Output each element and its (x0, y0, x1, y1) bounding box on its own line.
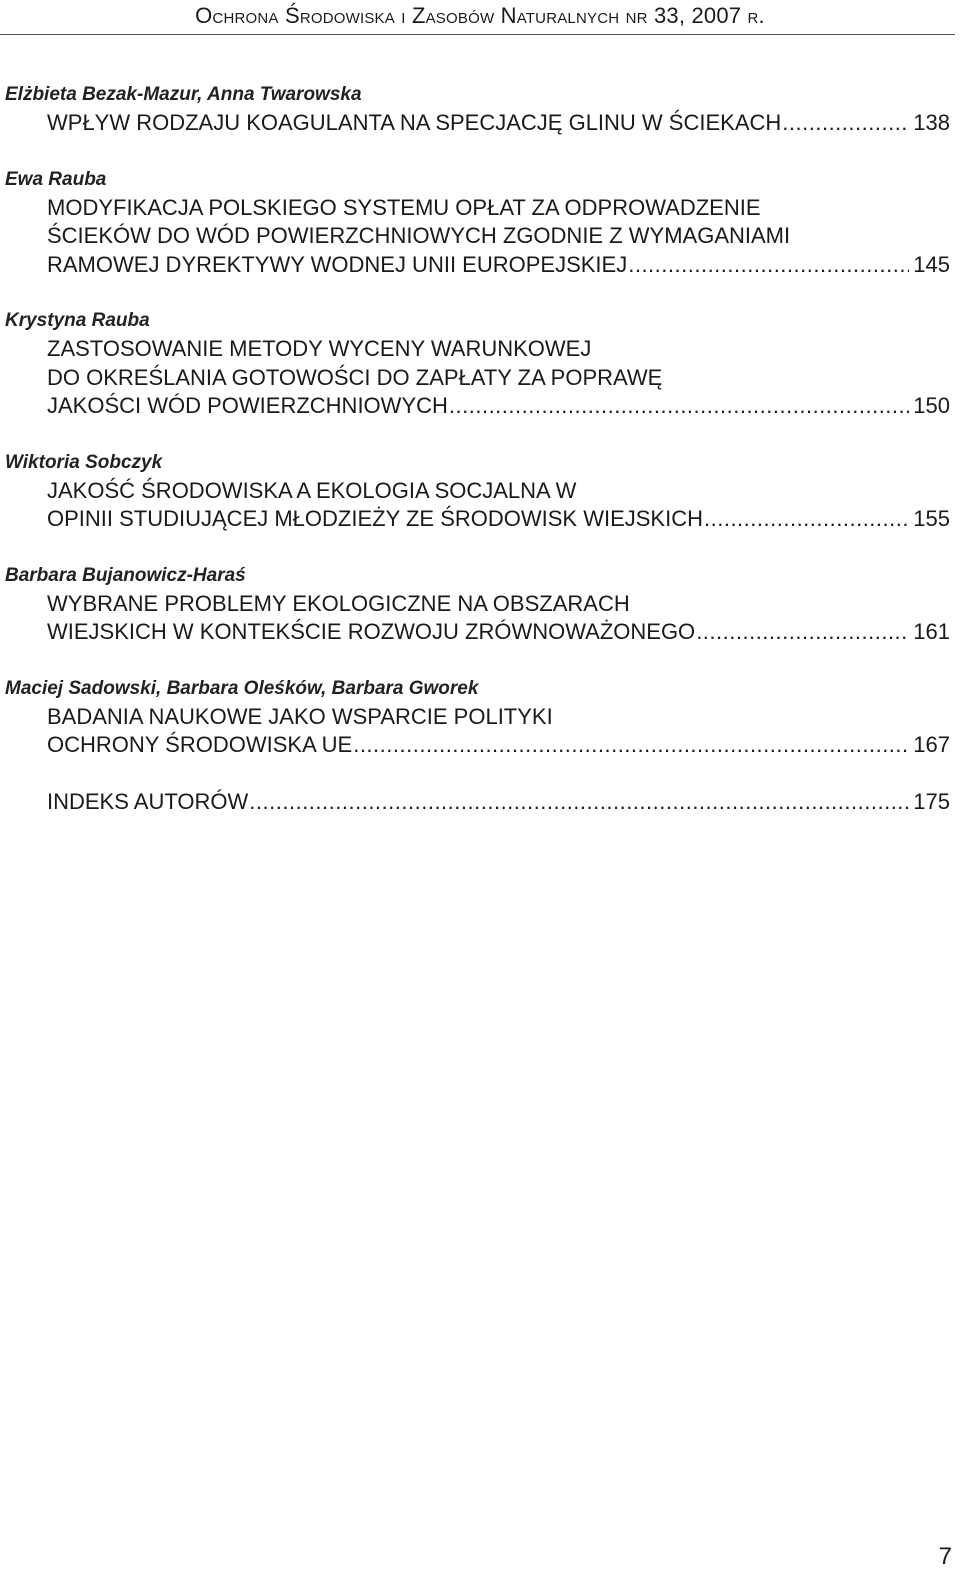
entry-title-text: JAKOŚCI WÓD POWIERZCHNIOWYCH (47, 393, 448, 418)
entry-title-line (5, 109, 950, 138)
entry-author: Barbara Bujanowicz-Haraś (5, 564, 246, 586)
toc-entry-index[interactable] (5, 788, 950, 817)
dot-leader (353, 731, 909, 760)
page-number: 7 (938, 1543, 952, 1570)
entry-title-line: MODYFIKACJA POLSKIEGO SYSTEMU OPŁAT ZA ODPROWADZENIE (47, 194, 761, 220)
dot-leader (696, 618, 909, 647)
entry-author: Maciej Sadowski, Barbara Oleśków, Barbara Gworek (5, 677, 479, 699)
entry-author: Wiktoria Sobczyk (5, 451, 163, 473)
entry-title-line: ZASTOSOWANIE METODY WYCENY WARUNKOWEJ (47, 336, 592, 361)
entry-author: Krystyna Rauba (5, 310, 150, 331)
entry-title-line: BADANIA NAUKOWE JAKO WSPARCIE POLITYKI (47, 703, 553, 729)
entry-title-text: OPINII STUDIUJĄCEJ MŁODZIEŻY ZE ŚRODOWISK WIEJSKICH (47, 506, 703, 531)
entry-page-number: 155 (913, 506, 950, 531)
entry-title-text: OCHRONY ŚRODOWISKA UE (47, 732, 353, 757)
entry-title-line (5, 505, 950, 534)
entry-page-number: 175 (913, 788, 950, 814)
dot-leader (628, 251, 909, 280)
toc-entry[interactable] (5, 166, 950, 280)
entry-title-text: WIEJSKICH W KONTEKŚCIE ROZWOJU ZRÓWNOWAŻONEGO (47, 619, 696, 644)
toc-entry[interactable] (5, 307, 950, 421)
entry-author: Ewa Rauba (5, 168, 107, 190)
table-of-contents (5, 81, 950, 844)
entry-page-number: 138 (913, 110, 950, 135)
entry-page-number: 167 (913, 732, 950, 757)
entry-page-number: 161 (913, 619, 950, 644)
entry-author: Elżbieta Bezak-Mazur, Anna Twarowska (5, 84, 362, 105)
entry-title-line (5, 731, 950, 760)
dot-leader (782, 109, 909, 138)
entry-title-line (5, 392, 950, 421)
entry-page-number: 145 (913, 251, 950, 277)
entry-title-text: WPŁYW RODZAJU KOAGULANTA NA SPECJACJĘ GLINU W ŚCIEKACH (47, 110, 782, 135)
header-divider (0, 34, 955, 35)
index-label: INDEKS AUTORÓW (47, 788, 249, 814)
toc-entry[interactable] (5, 675, 950, 760)
dot-leader (704, 505, 909, 534)
entry-title-line: ŚCIEKÓW DO WÓD POWIERZCHNIOWYCH ZGODNIE Z WYMAGANIAMI (47, 223, 791, 248)
running-header: Ochrona Środowiska i Zasobów Naturalnych nr 33, 2007 r. (195, 3, 765, 28)
toc-entry[interactable] (5, 562, 950, 647)
entry-title-text: RAMOWEJ DYREKTYWY WODNEJ UNII EUROPEJSKIEJ (47, 251, 628, 277)
entry-title-line (5, 251, 950, 280)
entry-title-line: DO OKREŚLANIA GOTOWOŚCI DO ZAPŁATY ZA POPRAWĘ (47, 364, 663, 390)
toc-entry[interactable] (5, 449, 950, 534)
entry-title-line: JAKOŚĆ ŚRODOWISKA A EKOLOGIA SOCJALNA W (47, 477, 577, 503)
entry-title-line (5, 618, 950, 647)
dot-leader (249, 788, 909, 817)
entry-page-number: 150 (913, 393, 950, 418)
entry-title-line (5, 788, 950, 817)
toc-entry[interactable] (5, 81, 950, 138)
entry-title-line: WYBRANE PROBLEMY EKOLOGICZNE NA OBSZARACH (47, 590, 630, 616)
dot-leader (449, 392, 909, 421)
